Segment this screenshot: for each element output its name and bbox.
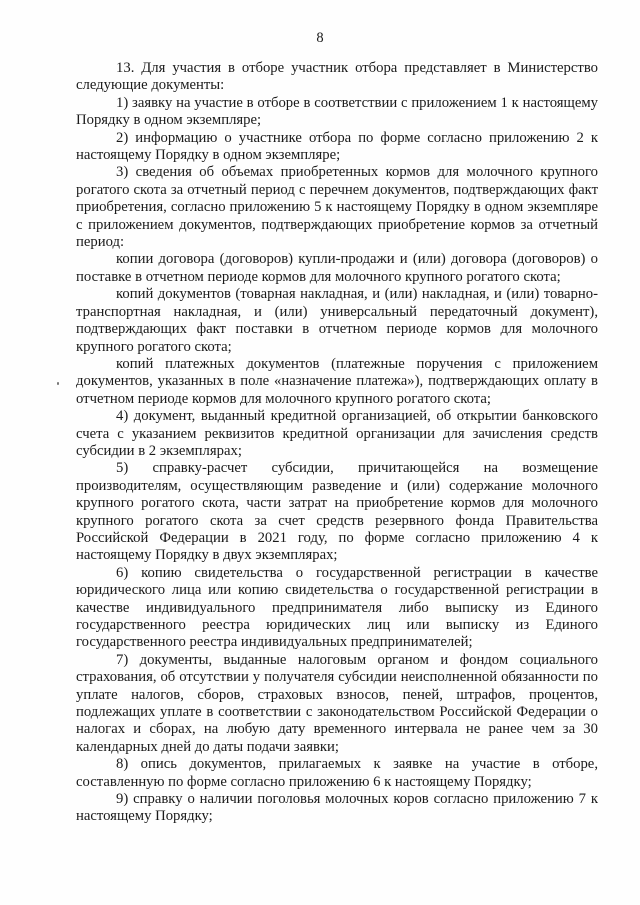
paragraph-subitem-3: 3) сведения об объемах приобретенных кормов для молочного крупного рогатого скота за отчетный период с перечнем документов, подтверждающих факт приобретения, согласно приложению 5 к настоящему Порядку в одном экземпляре с приложением документов, подтверждающих приобретение кормов за отчетный период: bbox=[76, 164, 598, 251]
paragraph-subitem-9: 9) справку о наличии поголовья молочных коров согласно приложению 7 к настоящему Порядку; bbox=[76, 791, 598, 825]
scan-artifact-mark bbox=[57, 382, 59, 385]
paragraph-subitem-7: 7) документы, выданные налоговым органом и фондом социального страхования, об отсутствии у получателя субсидии неисполненной обязанности по уплате налогов, сборов, страховых взносов, пеней, штрафов, процентов, подлежащих уплате в соответствии с законодательством Российской Федерации о налогах и сборах, на любую дату временного интервала не ранее чем за 30 календарных дней до даты подачи заявки; bbox=[76, 651, 598, 755]
paragraph-delivery-documents: копий документов (товарная накладная, и (или) накладная, и (или) товарно-транспортная накладная, и (или) универсальный передаточный документ), подтверждающих факт поставки в отчетном периоде кормов для молочного крупного рогатого скота; bbox=[76, 286, 598, 355]
document-body bbox=[76, 60, 598, 826]
paragraph-payment-documents: копий платежных документов (платежные поручения с приложением документов, указанных в поле «назначение платежа»), подтверждающих оплату в отчетном периоде кормов для молочного крупного рогатого скота; bbox=[76, 355, 598, 407]
paragraph-subitem-2: 2) информацию о участнике отбора по форме согласно приложению 2 к настоящему Порядку в одном экземпляре; bbox=[76, 129, 598, 164]
paragraph-subitem-4: 4) документ, выданный кредитной организацией, об открытии банковского счета с указанием реквизитов кредитной организации для зачисления средств субсидии в 2 экземплярах; bbox=[76, 408, 598, 459]
paragraph-contract-copies: копии договора (договоров) купли-продажи и (или) договора (договоров) о поставке в отчетном периоде кормов для молочного крупного рогатого скота; bbox=[76, 251, 598, 285]
paragraph-subitem-8: 8) опись документов, прилагаемых к заявке на участие в отборе, составленную по форме согласно приложению 6 к настоящему Порядку; bbox=[76, 756, 598, 790]
paragraph-subitem-5: 5) справку-расчет субсидии, причитающейся на возмещение производителям, осуществляющим разведение и (или) содержание молочного крупного рогатого скота, части затрат на приобретение кормов для молочного крупного рогатого скота за счет средств резервного фонда Правительства Российской Федерации в 2021 году, по форме согласно приложению 4 к настоящему Порядку в двух экземплярах; bbox=[76, 460, 598, 564]
paragraph-item-13: 13. Для участия в отборе участник отбора представляет в Министерство следующие документы: bbox=[76, 60, 598, 94]
paragraph-subitem-6: 6) копию свидетельства о государственной регистрации в качестве юридического лица или копию свидетельства о государственной регистрации в качестве индивидуального предпринимателя либо выписку из Единого государственного реестра юридических лиц или выписку из Единого государственного реестра индивидуальных предпринимателей; bbox=[76, 564, 598, 651]
paragraph-subitem-1: 1) заявку на участие в отборе в соответствии с приложением 1 к настоящему Порядку в одном экземпляре; bbox=[76, 94, 598, 129]
page-number: 8 bbox=[316, 30, 324, 46]
